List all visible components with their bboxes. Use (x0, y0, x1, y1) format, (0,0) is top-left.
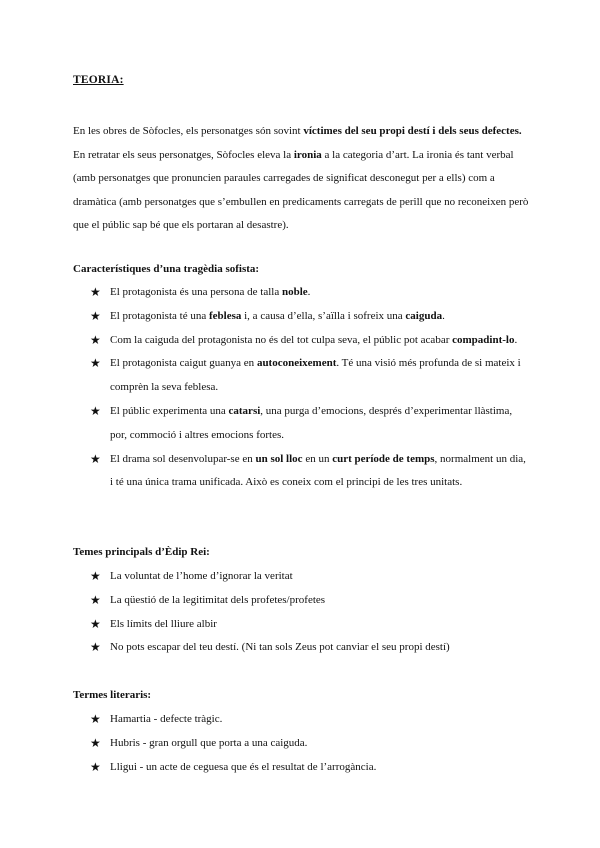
list-item (90, 305, 530, 329)
item-text: . (514, 333, 518, 346)
item-bold: noble (281, 286, 308, 298)
item-bold: curt període de temps (332, 452, 435, 465)
intro-text-2: En retratar els seus personatges, Sòfocles eleva la (73, 148, 294, 161)
star-bullet-icon: ★ (90, 592, 101, 607)
page-title: TEORIA: (73, 74, 124, 86)
item-bold: caiguda (405, 309, 443, 322)
item-text: Els límits del lliure albir (110, 617, 217, 630)
star-bullet-icon: ★ (90, 356, 101, 371)
list-item (90, 636, 530, 660)
item-text: La qüestió de la legitimitat dels profetes/profetes (110, 593, 326, 606)
star-bullet-icon: ★ (90, 735, 101, 750)
list-item (90, 565, 530, 589)
section-heading-characteristics: Característiques d’una tragèdia sofista: (73, 263, 260, 275)
star-bullet-icon: ★ (90, 759, 101, 774)
item-text: El protagonista caigut guanya en (110, 357, 257, 370)
item-text: Lligui - un acte de ceguesa que és el resultat de l’arrogància. (110, 760, 377, 773)
item-text: Hubris - gran orgull que porta a una caiguda. (110, 736, 308, 749)
item-text: El protagonista és una persona de talla (110, 286, 282, 298)
list-item (90, 352, 530, 400)
star-bullet-icon: ★ (90, 451, 101, 466)
intro-text-1: En les obres de Sòfocles, els personatges són sovint (73, 125, 304, 137)
list-item (90, 732, 530, 756)
item-text: , una purga d’emocions, després d’experimentar llàstima, por, commoció i altres emocions fortes. (110, 404, 513, 441)
intro-text-3: a la categoria d’art. La ironia és tant verbal (amb personatges que pronuncien paraules carregades de significat desconegut per a ells) com a dramàtica (amb personatges que s’embullen en predicaments carregats de perill que no reconeixen però que el públic sap bé que els portaran al desastre). (73, 148, 529, 231)
star-bullet-icon: ★ (90, 332, 101, 347)
section-heading-literary-terms: Termes literaris: (73, 689, 152, 701)
characteristics-list (90, 281, 530, 495)
themes-list (90, 565, 530, 660)
star-bullet-icon: ★ (90, 712, 101, 726)
item-text: El drama sol desenvolupar-se en (110, 452, 256, 465)
item-text: i, a causa d’ella, s’aïlla i sofreix una (241, 309, 406, 322)
item-text: El protagonista té una (110, 309, 209, 322)
item-text: Hamartia - defecte tràgic. (110, 713, 223, 725)
star-bullet-icon: ★ (90, 640, 101, 655)
list-item (90, 448, 530, 496)
list-item (90, 756, 530, 780)
item-text: , normalment un dia, i té una única trama unificada. Això es coneix com el principi de les tres unitats. (110, 452, 526, 489)
item-text: Com la caiguda del protagonista no és del tot culpa seva, el públic pot acabar (110, 333, 453, 346)
item-text: en un (302, 452, 333, 465)
list-item (90, 708, 530, 732)
literary-terms-list (90, 708, 530, 779)
item-text: . Té una visió més profunda de si mateix i comprèn la seva feblesa. (110, 357, 521, 394)
item-text: El públic experimenta una (110, 404, 229, 417)
star-bullet-icon: ★ (90, 569, 101, 583)
section-heading-themes: Temes principals d’Èdip Rei: (73, 546, 210, 558)
list-item (90, 400, 530, 448)
list-item (90, 613, 530, 637)
item-text: . (307, 286, 311, 298)
list-item (90, 589, 530, 613)
item-bold: autoconeixement (256, 357, 337, 370)
intro-bold-2: ironia (293, 148, 322, 161)
star-bullet-icon: ★ (90, 403, 101, 418)
item-text: No pots escapar del teu destí. (Ni tan sols Zeus pot canviar el seu propi destí) (110, 641, 450, 654)
item-text: . (442, 309, 445, 322)
item-bold: compadint-lo (452, 333, 515, 346)
item-text: La voluntat de l’home d’ignorar la veritat (110, 570, 293, 582)
star-bullet-icon: ★ (90, 308, 101, 323)
item-bold: un sol lloc (255, 452, 303, 465)
list-item (90, 281, 530, 305)
item-bold: catarsi (228, 404, 261, 417)
star-bullet-icon: ★ (90, 285, 101, 299)
item-bold: feblesa (208, 309, 242, 322)
intro-paragraph (73, 120, 531, 238)
star-bullet-icon: ★ (90, 616, 101, 631)
intro-bold-1: víctimes del seu propi destí i dels seus defectes. (303, 125, 522, 137)
list-item (90, 329, 530, 353)
